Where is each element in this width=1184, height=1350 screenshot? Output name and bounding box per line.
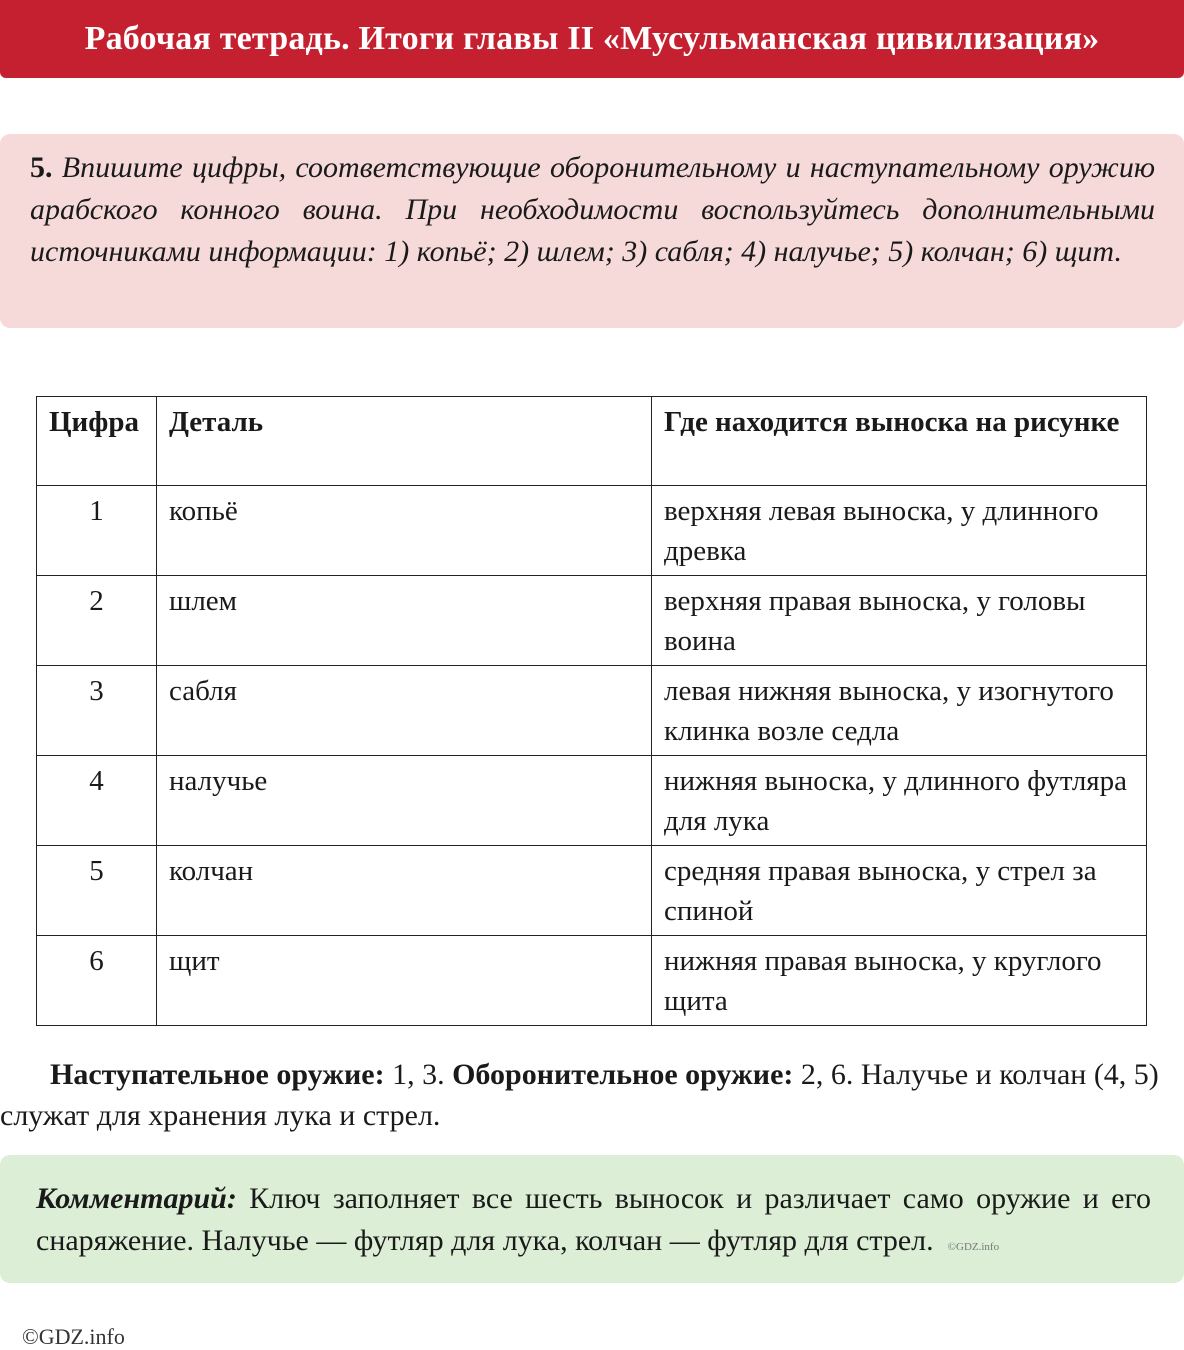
answer-summary xyxy=(0,1054,1184,1136)
task-text: Впишите цифры, соответствующие оборонительному и наступательному оружию арабского конного воина. При необходимости воспользуйтесь дополнительными источниками информации: 1) копьё; 2) шлем; 3) сабля; 4) налучье; 5) колчан; 6) щит. xyxy=(30,151,1155,268)
offense-label: Наступательное оружие: xyxy=(50,1058,385,1091)
table-row xyxy=(37,576,1147,666)
table-row xyxy=(37,936,1147,1026)
answers-table xyxy=(36,396,1147,1026)
row-location: нижняя правая выноска, у круглого щита xyxy=(652,936,1147,1026)
row-detail: колчан xyxy=(157,846,652,936)
row-number: 2 xyxy=(37,576,157,666)
comment-credit: ©GDZ.info xyxy=(947,1241,1000,1253)
table-row xyxy=(37,486,1147,576)
row-location: левая нижняя выноска, у изогнутого клинка возле седла xyxy=(652,666,1147,756)
comment-text: Ключ заполняет все шесть выносок и различает само оружие и его снаряжение. Налучье — футляр для лука, колчан — футляр для стрел. xyxy=(36,1182,1151,1257)
row-location: нижняя выноска, у длинного футляра для лука xyxy=(652,756,1147,846)
offense-value: 1, 3. xyxy=(384,1058,453,1091)
row-number: 5 xyxy=(37,846,157,936)
header-number: Цифра xyxy=(37,397,157,486)
row-detail: копьё xyxy=(157,486,652,576)
comment-label: Комментарий: xyxy=(36,1182,237,1215)
row-detail: шлем xyxy=(157,576,652,666)
row-detail: щит xyxy=(157,936,652,1026)
table-header-row xyxy=(37,397,1147,486)
table-row xyxy=(37,846,1147,936)
row-location: верхняя правая выноска, у головы воина xyxy=(652,576,1147,666)
row-number: 1 xyxy=(37,486,157,576)
defense-value: 2, 6. Налучье и колчан (4, 5) служат для хранения лука и стрел. xyxy=(0,1058,1159,1132)
row-location: верхняя левая выноска, у длинного древка xyxy=(652,486,1147,576)
footer-credit: ©GDZ.info xyxy=(22,1324,125,1349)
row-number: 3 xyxy=(37,666,157,756)
page-header xyxy=(0,0,1184,78)
task-number: 5. xyxy=(30,151,53,184)
row-detail: сабля xyxy=(157,666,652,756)
row-number: 4 xyxy=(37,756,157,846)
row-location: средняя правая выноска, у стрел за спиной xyxy=(652,846,1147,936)
row-detail: налучье xyxy=(157,756,652,846)
table-row xyxy=(37,756,1147,846)
task-prompt xyxy=(30,147,1155,273)
table-row xyxy=(37,666,1147,756)
defense-label: Оборонительное оружие: xyxy=(452,1058,794,1091)
header-detail: Деталь xyxy=(157,397,652,486)
comment-block xyxy=(36,1178,1151,1268)
header-location: Где находится выноска на рисунке xyxy=(652,397,1147,486)
header-title: Рабочая тетрадь. Итоги главы II «Мусульманская цивилизация» xyxy=(84,20,1100,57)
row-number: 6 xyxy=(37,936,157,1026)
